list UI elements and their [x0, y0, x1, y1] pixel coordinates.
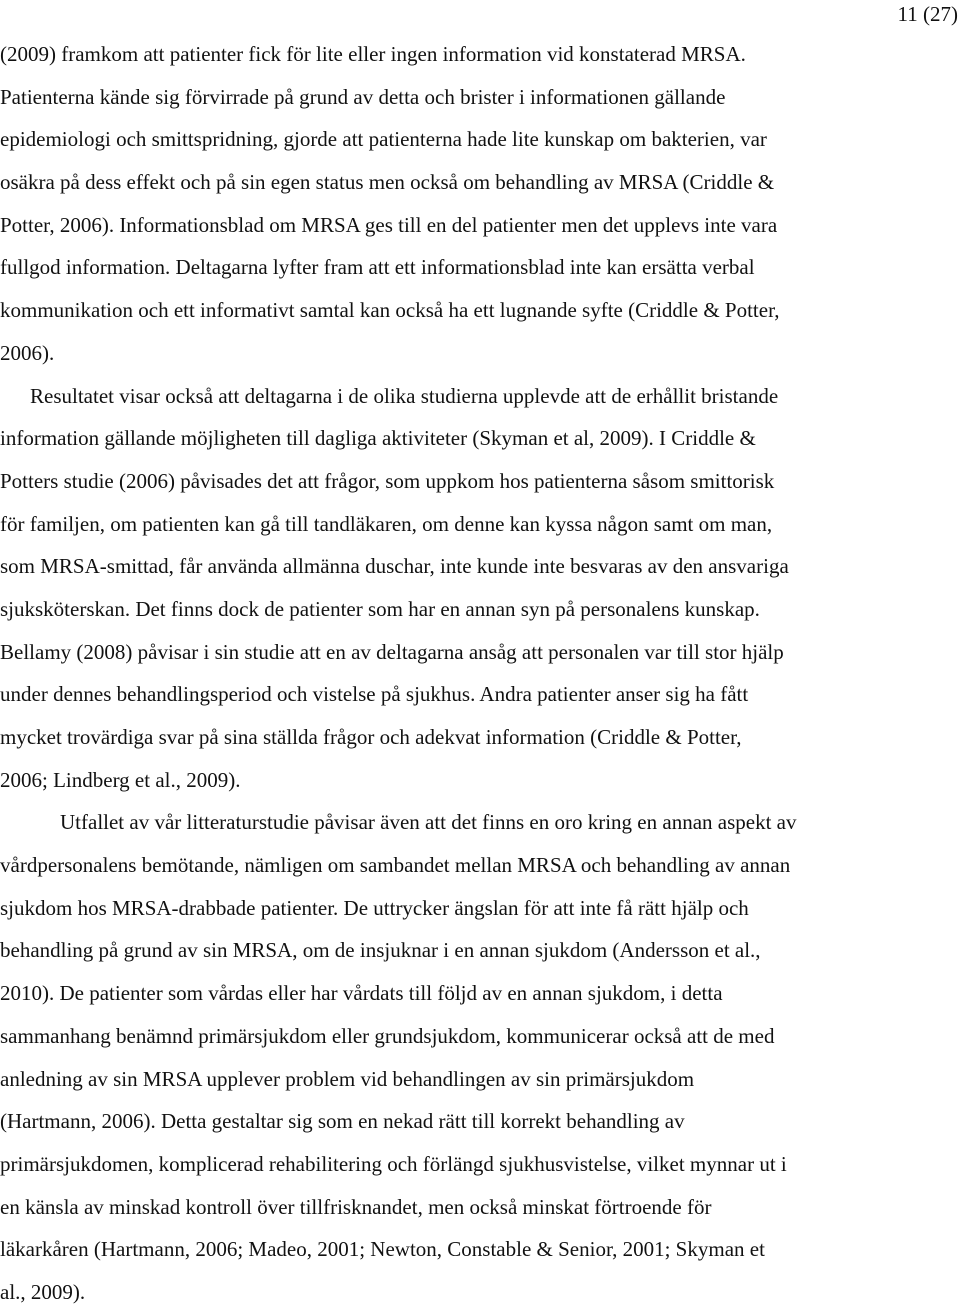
text-line: Potters studie (2006) påvisades det att frågor, som uppkom hos patienterna såsom smittorisk: [0, 468, 775, 493]
text-line: epidemiologi och smittspridning, gjorde att patienterna hade lite kunskap om bakterien, var: [0, 127, 767, 152]
text-line: Patienterna kände sig förvirrade på grund av detta och brister i informationen gällande: [0, 84, 726, 109]
paragraph-start-line: Utfallet av vår litteraturstudie påvisar även att det finns en oro kring en annan aspekt av: [60, 810, 797, 835]
text-line: sammanhang benämnd primärsjukdom eller grundsjukdom, kommunicerar också att de med: [0, 1023, 775, 1048]
text-line: sjuksköterskan. Det finns dock de patienter som har en annan syn på personalens kunskap.: [0, 596, 760, 621]
text-line: vårdpersonalens bemötande, nämligen om sambandet mellan MRSA och behandling av annan: [0, 853, 791, 878]
text-line: al., 2009).: [0, 1279, 86, 1304]
text-line: läkarkåren (Hartmann, 2006; Madeo, 2001; Newton, Constable & Senior, 2001; Skyman et: [0, 1237, 765, 1262]
text-line: för familjen, om patienten kan gå till tandläkaren, om denne kan kyssa någon samt om man,: [0, 511, 773, 536]
text-line: behandling på grund av sin MRSA, om de insjuknar i en annan sjukdom (Andersson et al.,: [0, 938, 761, 963]
text-line: kommunikation och ett informativt samtal kan också ha ett lugnande syfte (Criddle & Potter,: [0, 298, 780, 323]
text-line: osäkra på dess effekt och på sin egen status men också om behandling av MRSA (Criddle &: [0, 170, 775, 195]
paragraph-start-line: Resultatet visar också att deltagarna i de olika studierna upplevde att de erhållit bristande: [30, 383, 779, 408]
text-line: Potter, 2006). Informationsblad om MRSA ges till en del patienter men det upplevs inte vara: [0, 212, 778, 237]
text-line: 2006).: [0, 340, 55, 365]
text-line: (2009) framkom att patienter fick för lite eller ingen information vid konstaterad MRSA.: [0, 42, 746, 66]
text-line: sjukdom hos MRSA-drabbade patienter. De uttrycker ängslan för att inte få rätt hjälp och: [0, 895, 749, 920]
text-line: som MRSA-smittad, får använda allmänna duschar, inte kunde inte besvaras av den ansvariga: [0, 554, 789, 579]
page-number: 11 (27): [897, 2, 958, 26]
text-line: primärsjukdomen, komplicerad rehabilitering och förlängd sjukhusvistelse, vilket mynnar ut i: [0, 1151, 787, 1176]
text-line: en känsla av minskad kontroll över tillfrisknandet, men också minskat förtroende för: [0, 1194, 712, 1219]
text-line: 2010). De patienter som vårdas eller har vårdats till följd av en annan sjukdom, i detta: [0, 981, 723, 1006]
text-line: fullgod information. Deltagarna lyfter fram att ett informationsblad inte kan ersätta verbal: [0, 255, 755, 280]
text-line: 2006; Lindberg et al., 2009).: [0, 767, 241, 792]
text-line: information gällande möjligheten till dagliga aktiviteter (Skyman et al, 2009). I Criddle &: [0, 426, 756, 451]
text-line: mycket trovärdiga svar på sina ställda frågor och adekvat information (Criddle & Potter,: [0, 725, 742, 749]
text-line: Bellamy (2008) påvisar i sin studie att en av deltagarna ansåg att personalen var till stor hjälp: [0, 639, 784, 664]
text-line: anledning av sin MRSA upplever problem vid behandlingen av sin primärsjukdom: [0, 1066, 695, 1091]
text-line: under dennes behandlingsperiod och vistelse på sjukhus. Andra patienter anser sig ha fått: [0, 682, 749, 707]
body-text: [0, 33, 960, 1314]
text-line: (Hartmann, 2006). Detta gestaltar sig som en nekad rätt till korrekt behandling av: [0, 1109, 685, 1134]
